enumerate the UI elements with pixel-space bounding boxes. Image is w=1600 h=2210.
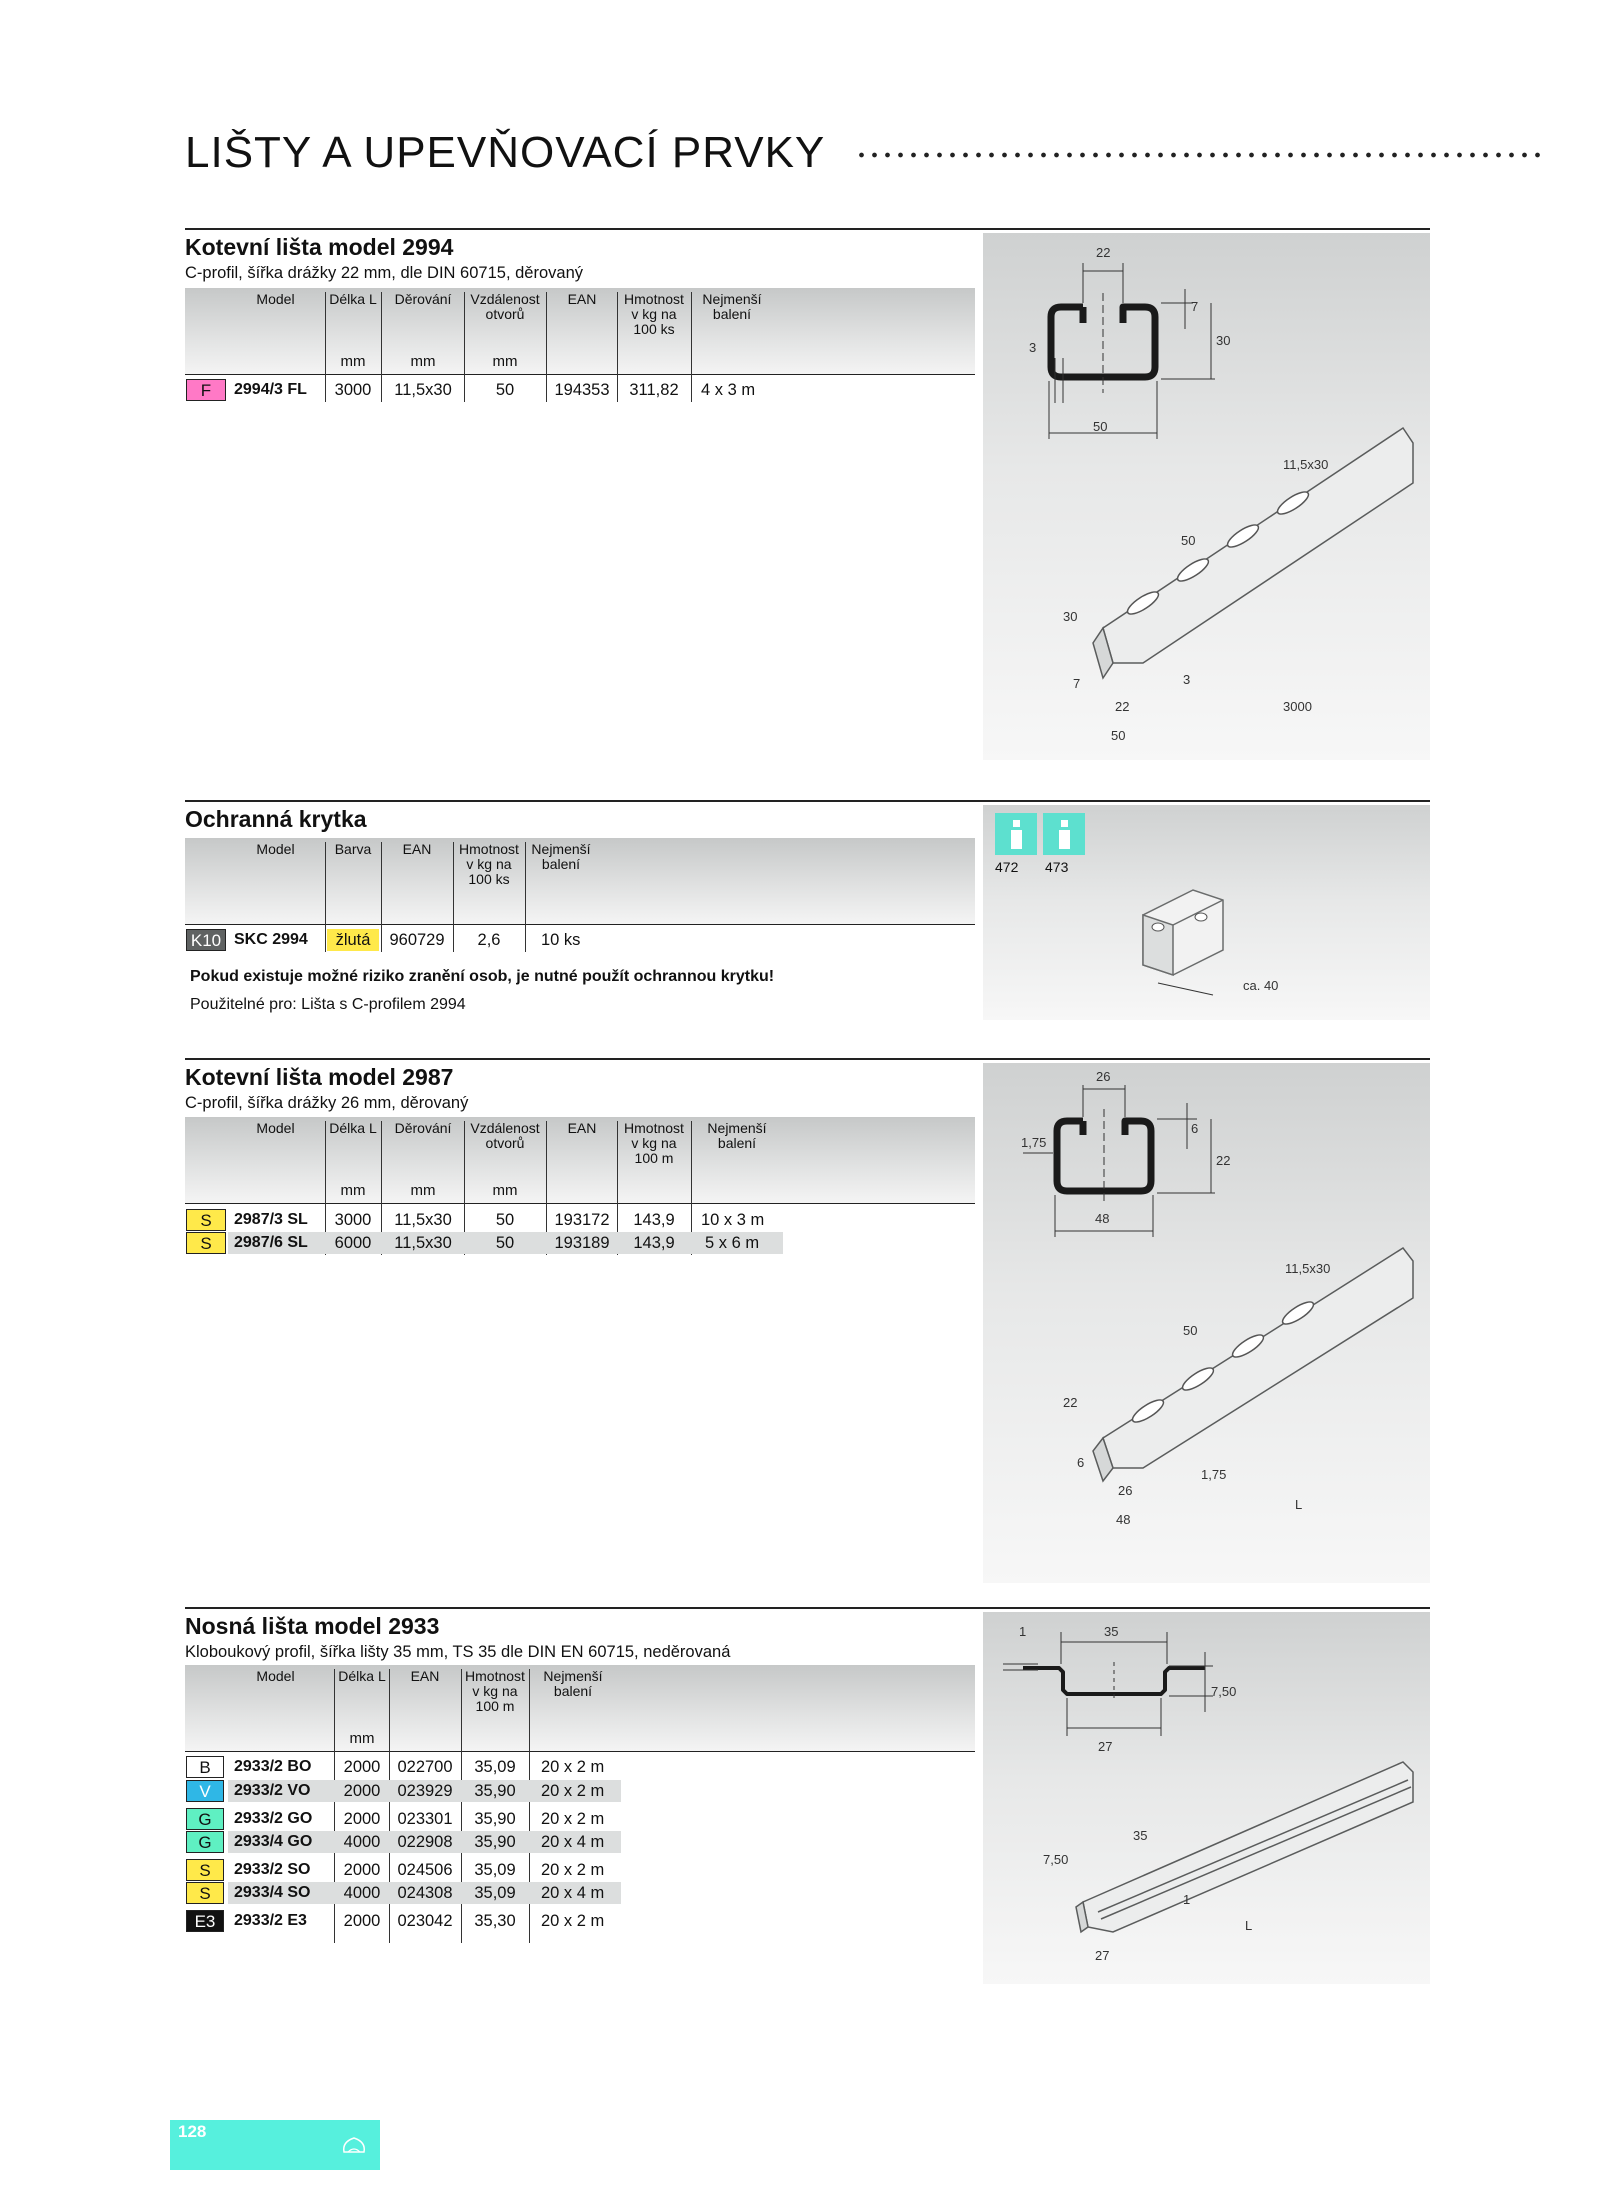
column-header: Model [256,291,295,307]
column-header: EAN [567,291,597,307]
dim-thickness: 3 [1029,340,1037,355]
section-subtitle: C-profil, šířka drážky 26 mm, děrovaný [185,1094,469,1112]
dim-length: ca. 40 [1243,978,1279,993]
unit-label: mm [340,353,366,370]
page-title: LIŠTY A UPEVŇOVACÍ PRVKY [185,128,826,177]
dim-height: 30 [1063,609,1078,624]
dim-hole: 11,5x30 [1283,457,1329,472]
model-number: 2933/2 GO [234,1810,313,1827]
column-divider [617,292,618,402]
column-header: Model [256,1668,295,1684]
table-cell: 35,30 [474,1912,516,1930]
dim-lip: 7 [1191,299,1199,314]
column-header: Délka L [329,1120,377,1136]
table-cell: 4000 [343,1833,381,1851]
table-header-rule [185,1203,975,1204]
product-drawing-panel [983,1063,1430,1583]
dim-width: 50 [1111,728,1126,743]
unit-label: mm [410,1182,436,1199]
table-cell: 4 x 3 m [701,381,756,399]
unit-label: mm [492,353,518,370]
finish-code-badge: S [186,1232,226,1254]
section-subtitle: C-profil, šířka drážky 22 mm, dle DIN 60715, děrovaný [185,264,583,282]
column-divider [464,292,465,402]
dim-slot: 22 [1096,245,1111,260]
dim-height: 7,50 [1211,1684,1237,1699]
dim-width: 35 [1104,1624,1119,1639]
column-header: Nejmenší balení [543,1668,603,1699]
table-cell: 20 x 2 m [541,1861,605,1879]
column-header: Nejmenší balení [707,1120,767,1151]
table-cell: 2000 [343,1782,381,1800]
table-cell: 35,09 [474,1758,516,1776]
table-cell: 2000 [343,1758,381,1776]
table-cell: 022908 [397,1833,453,1851]
table-cell: 024308 [397,1884,453,1902]
table-cell: 11,5x30 [394,1234,452,1252]
dim-height: 22 [1063,1395,1078,1410]
table-cell: 20 x 2 m [541,1758,605,1776]
dim-slot: 26 [1118,1483,1133,1498]
title-dot-leader [855,150,1545,160]
column-header: Nejmenší balení [702,291,762,322]
finish-code-badge: G [186,1808,224,1830]
table-cell: 11,5x30 [394,1211,452,1229]
section-title: Kotevní lišta model 2987 [185,1064,454,1090]
column-header: Hmotnost v kg na 100 ks [459,841,519,887]
model-number: 2933/2 VO [234,1782,311,1799]
dim-lip: 6 [1077,1455,1085,1470]
brand-icon [338,2130,370,2160]
table-cell: 022700 [397,1758,453,1776]
dim-lip: 7 [1073,676,1081,691]
cover-cap-drawing [983,805,1430,1020]
table-cell: 10 x 3 m [701,1211,765,1229]
table-cell: 193172 [554,1211,610,1229]
column-header: EAN [410,1668,440,1684]
dim-length: L [1295,1497,1303,1512]
table-header-rule [185,1751,975,1752]
table-cell: 023042 [397,1912,453,1930]
table-cell: 023301 [397,1810,453,1828]
c-profile-drawing [983,233,1430,760]
model-number: 2987/3 SL [234,1211,308,1228]
table-cell: 35,09 [474,1861,516,1879]
model-number: 2933/2 SO [234,1861,311,1878]
dim-base: 27 [1095,1948,1110,1963]
unit-label: mm [349,1730,375,1747]
column-header: Model [256,841,295,857]
column-header: Hmotnost v kg na 100 ks [624,291,684,337]
c-profile-drawing [983,1063,1430,1583]
dim-length: 3000 [1283,699,1312,714]
section-title: Kotevní lišta model 2994 [185,234,454,260]
table-cell: 35,90 [474,1833,516,1851]
column-divider [381,292,382,402]
dim-thickness: 1 [1183,1892,1191,1907]
table-header-rule [185,924,975,925]
finish-code-badge: V [186,1780,224,1802]
model-number: 2987/6 SL [234,1234,308,1251]
model-number: 2994/3 FL [234,381,307,398]
table-cell: 11,5x30 [394,381,452,399]
table-cell: 5 x 6 m [705,1234,760,1252]
table-cell: 20 x 4 m [541,1833,605,1851]
column-divider [453,842,454,952]
column-header: Vzdálenost otvorů [470,291,540,322]
dim-slot: 22 [1115,699,1130,714]
column-header: EAN [402,841,432,857]
table-cell: 311,82 [629,381,679,399]
column-header: EAN [567,1120,597,1136]
info-icon-label: 472 [995,859,1019,875]
table-cell: 3000 [334,1211,372,1229]
top-hat-profile-drawing [983,1612,1430,1984]
column-divider [546,292,547,402]
dim-width: 48 [1116,1512,1131,1527]
column-header: Děrování [394,1120,452,1136]
dim-width: 35 [1133,1828,1148,1843]
dim-width: 50 [1093,419,1108,434]
color-cell: žlutá [327,929,379,951]
table-cell: 50 [495,381,515,399]
finish-code-badge: K10 [186,929,226,951]
dim-length: L [1245,1918,1253,1933]
table-cell: 50 [495,1234,515,1252]
dim-lip: 6 [1191,1121,1199,1136]
dim-hole: 11,5x30 [1285,1261,1331,1276]
unit-label: mm [492,1182,518,1199]
section-title: Nosná lišta model 2933 [185,1613,440,1639]
table-cell: 2,6 [477,931,501,949]
table-cell: 024506 [397,1861,453,1879]
finish-code-badge: G [186,1831,224,1853]
table-cell: 20 x 2 m [541,1782,605,1800]
column-header: Model [256,1120,295,1136]
dim-pitch: 50 [1183,1323,1198,1338]
dim-thickness: 1 [1019,1624,1027,1639]
product-drawing-panel [983,233,1430,760]
dim-thickness: 1,75 [1201,1467,1227,1482]
table-cell: 10 ks [541,931,581,949]
product-drawing-panel [983,805,1430,1020]
dim-base: 27 [1098,1739,1113,1754]
table-cell: 6000 [334,1234,372,1252]
column-header: Děrování [394,291,452,307]
table-cell: 143,9 [633,1234,675,1252]
finish-code-badge: S [186,1882,224,1904]
table-cell: 2000 [343,1810,381,1828]
dim-slot: 26 [1096,1069,1111,1084]
unit-label: mm [410,353,436,370]
model-number: 2933/2 E3 [234,1912,307,1929]
finish-code-badge: S [186,1859,224,1881]
section-divider [185,1058,1430,1060]
column-divider [325,842,326,952]
model-number: 2933/2 BO [234,1758,312,1775]
dim-thickness: 3 [1183,672,1191,687]
column-header: Vzdálenost otvorů [470,1120,540,1151]
section-divider [185,800,1430,802]
column-divider [325,292,326,402]
table-cell: 20 x 2 m [541,1810,605,1828]
table-cell: 20 x 2 m [541,1912,605,1930]
table-header-rule [185,374,975,375]
column-divider [381,842,382,952]
finish-code-badge: S [186,1209,226,1231]
product-drawing-panel [983,1612,1430,1984]
table-cell: 35,90 [474,1810,516,1828]
finish-code-badge: B [186,1756,224,1778]
table-cell: 35,90 [474,1782,516,1800]
column-header: Délka L [338,1668,386,1684]
section-divider [185,228,1430,230]
dim-height: 30 [1216,333,1231,348]
dim-height: 7,50 [1043,1852,1069,1867]
table-cell: 50 [495,1211,515,1229]
column-header: Nejmenší balení [531,841,591,872]
table-cell: 20 x 4 m [541,1884,605,1902]
section-subtitle: Kloboukový profil, šířka lišty 35 mm, TS 35 dle DIN EN 60715, neděrovaná [185,1643,731,1661]
column-header: Barva [334,841,372,857]
table-cell: 2000 [343,1861,381,1879]
dim-width: 48 [1095,1211,1110,1226]
page-number: 128 [178,2122,207,2141]
table-cell: 960729 [389,931,445,949]
table-cell: 35,09 [474,1884,516,1902]
column-header: Délka L [329,291,377,307]
table-cell: 143,9 [633,1211,675,1229]
dim-height: 22 [1216,1153,1231,1168]
finish-code-badge: E3 [186,1910,224,1932]
table-cell: 4000 [343,1884,381,1902]
column-divider [525,842,526,952]
usage-note: Použitelné pro: Lišta s C-profilem 2994 [190,996,466,1013]
table-cell: 023929 [397,1782,453,1800]
table-cell: 3000 [334,381,372,399]
dim-pitch: 50 [1181,533,1196,548]
column-header: Hmotnost v kg na 100 m [624,1120,684,1166]
safety-warning: Pokud existuje možné riziko zranění osob, je nutné použít ochrannou krytku! [190,968,775,985]
model-number: 2933/4 SO [234,1884,311,1901]
dim-thickness: 1,75 [1021,1135,1047,1150]
table-cell: 194353 [554,381,610,399]
finish-code-badge: F [186,379,226,401]
table-cell: 193189 [554,1234,610,1252]
info-icon-label: 473 [1045,859,1069,875]
model-number: 2933/4 GO [234,1833,313,1850]
column-header: Hmotnost v kg na 100 m [465,1668,525,1714]
table-cell: 2000 [343,1912,381,1930]
section-divider [185,1607,1430,1609]
model-number: SKC 2994 [234,931,308,948]
section-title: Ochranná krytka [185,806,367,832]
unit-label: mm [340,1182,366,1199]
column-divider [691,292,692,402]
